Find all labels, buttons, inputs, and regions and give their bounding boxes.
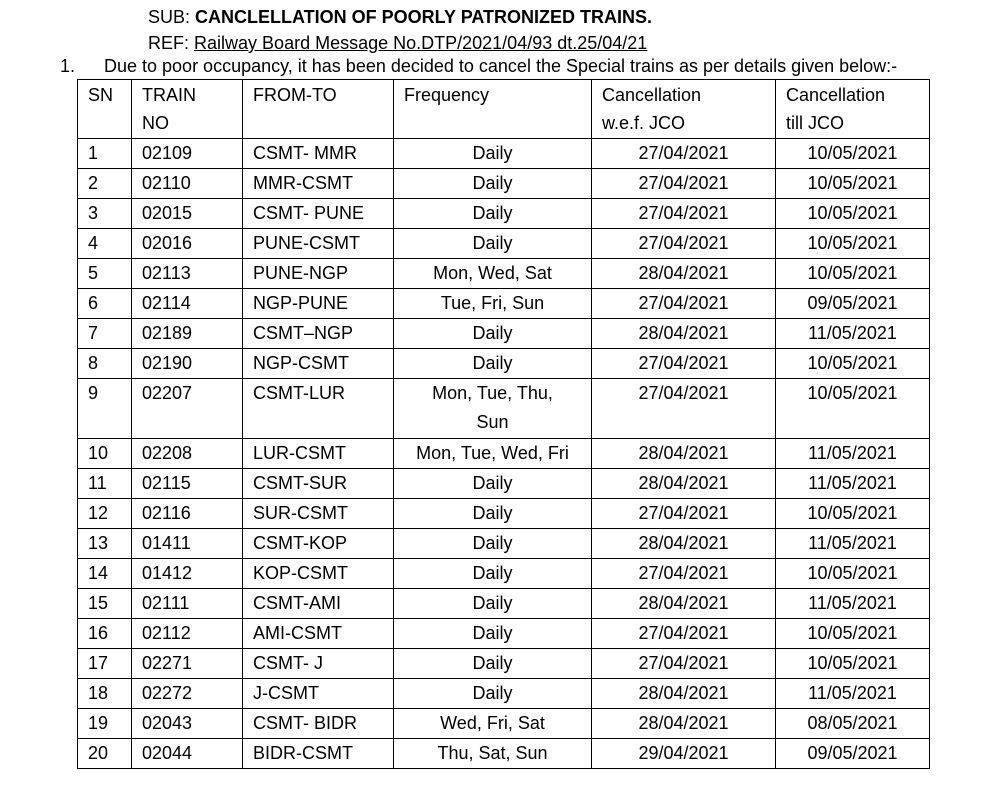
cell-sn: 15 bbox=[78, 589, 132, 619]
cell-cancellation-wef: 27/04/2021 bbox=[592, 619, 776, 649]
table-row bbox=[78, 139, 930, 169]
cell-train-no: 02044 bbox=[132, 739, 243, 769]
table-row bbox=[78, 229, 930, 259]
cell-cancellation-wef: 27/04/2021 bbox=[592, 169, 776, 199]
cell-frequency bbox=[394, 259, 592, 289]
header-sn bbox=[78, 80, 132, 139]
cell-cancellation-till: 11/05/2021 bbox=[776, 319, 930, 349]
cell-train-no: 02110 bbox=[132, 169, 243, 199]
cell-sn: 8 bbox=[78, 349, 132, 379]
header-cancellation-till bbox=[776, 80, 930, 139]
reference-line bbox=[148, 33, 647, 53]
cell-cancellation-wef: 27/04/2021 bbox=[592, 499, 776, 529]
cell-train-no: 02271 bbox=[132, 649, 243, 679]
cell-from-to: CSMT- PUNE bbox=[243, 199, 394, 229]
cell-frequency bbox=[394, 379, 592, 439]
cell-from-to: CSMT- BIDR bbox=[243, 709, 394, 739]
cell-frequency bbox=[394, 499, 592, 529]
cell-from-to: CSMT-SUR bbox=[243, 469, 394, 499]
cell-cancellation-till: 10/05/2021 bbox=[776, 259, 930, 289]
cell-line: Daily bbox=[472, 473, 513, 493]
cell-frequency bbox=[394, 199, 592, 229]
cell-line: Frequency bbox=[404, 85, 490, 105]
cell-sn: 14 bbox=[78, 559, 132, 589]
cell-cancellation-wef: 29/04/2021 bbox=[592, 739, 776, 769]
table-row bbox=[78, 589, 930, 619]
header-frequency bbox=[394, 80, 592, 139]
cell-from-to: LUR-CSMT bbox=[243, 439, 394, 469]
cell-line: Daily bbox=[472, 143, 513, 163]
cell-cancellation-till: 10/05/2021 bbox=[776, 499, 930, 529]
cell-frequency bbox=[394, 139, 592, 169]
cell-sn: 2 bbox=[78, 169, 132, 199]
cell-from-to: NGP-CSMT bbox=[243, 349, 394, 379]
table-row bbox=[78, 439, 930, 469]
cell-cancellation-wef: 27/04/2021 bbox=[592, 379, 776, 439]
cell-cancellation-till: 10/05/2021 bbox=[776, 349, 930, 379]
cell-line: Daily bbox=[472, 683, 513, 703]
cell-train-no: 02016 bbox=[132, 229, 243, 259]
cell-train-no: 02208 bbox=[132, 439, 243, 469]
cell-sn: 4 bbox=[78, 229, 132, 259]
table-row bbox=[78, 319, 930, 349]
cell-line: Daily bbox=[472, 533, 513, 553]
cell-from-to: MMR-CSMT bbox=[243, 169, 394, 199]
cell-frequency bbox=[394, 319, 592, 349]
cell-from-to: SUR-CSMT bbox=[243, 499, 394, 529]
cell-line: Mon, Tue, Thu, bbox=[432, 383, 553, 403]
cell-from-to: CSMT-KOP bbox=[243, 529, 394, 559]
cell-frequency bbox=[394, 619, 592, 649]
cell-frequency bbox=[394, 679, 592, 709]
train-cancellation-table bbox=[77, 79, 930, 769]
intro-paragraph bbox=[60, 56, 897, 76]
cell-sn: 17 bbox=[78, 649, 132, 679]
table-row bbox=[78, 469, 930, 499]
table-row bbox=[78, 529, 930, 559]
cell-cancellation-wef: 28/04/2021 bbox=[592, 259, 776, 289]
table-row bbox=[78, 169, 930, 199]
cell-sn: 5 bbox=[78, 259, 132, 289]
cell-cancellation-till: 11/05/2021 bbox=[776, 469, 930, 499]
cell-sn: 1 bbox=[78, 139, 132, 169]
cell-train-no: 02207 bbox=[132, 379, 243, 439]
cell-sn: 20 bbox=[78, 739, 132, 769]
table-row bbox=[78, 199, 930, 229]
cell-cancellation-wef: 27/04/2021 bbox=[592, 349, 776, 379]
cell-train-no: 02111 bbox=[132, 589, 243, 619]
cell-train-no: 02113 bbox=[132, 259, 243, 289]
cell-train-no: 02114 bbox=[132, 289, 243, 319]
cell-sn: 10 bbox=[78, 439, 132, 469]
cell-sn: 9 bbox=[78, 379, 132, 439]
reference-label: REF: bbox=[148, 33, 190, 53]
cell-frequency bbox=[394, 589, 592, 619]
cell-sn: 12 bbox=[78, 499, 132, 529]
cell-cancellation-wef: 28/04/2021 bbox=[592, 529, 776, 559]
cell-cancellation-till: 09/05/2021 bbox=[776, 289, 930, 319]
cell-sn: 19 bbox=[78, 709, 132, 739]
cell-cancellation-wef: 27/04/2021 bbox=[592, 199, 776, 229]
cell-frequency bbox=[394, 289, 592, 319]
cell-sn: 18 bbox=[78, 679, 132, 709]
cell-frequency bbox=[394, 529, 592, 559]
cell-train-no: 01412 bbox=[132, 559, 243, 589]
cell-cancellation-wef: 28/04/2021 bbox=[592, 439, 776, 469]
cell-cancellation-till: 10/05/2021 bbox=[776, 649, 930, 679]
cell-cancellation-wef: 28/04/2021 bbox=[592, 319, 776, 349]
cell-cancellation-till: 10/05/2021 bbox=[776, 199, 930, 229]
cell-from-to: CSMT–NGP bbox=[243, 319, 394, 349]
cell-from-to: CSMT-AMI bbox=[243, 589, 394, 619]
table-row bbox=[78, 619, 930, 649]
cell-train-no: 02116 bbox=[132, 499, 243, 529]
cell-train-no: 02190 bbox=[132, 349, 243, 379]
cell-train-no: 02015 bbox=[132, 199, 243, 229]
cell-line: Daily bbox=[472, 323, 513, 343]
cell-line: TRAIN bbox=[142, 85, 196, 105]
cell-line: Tue, Fri, Sun bbox=[440, 293, 545, 313]
cell-frequency bbox=[394, 169, 592, 199]
cell-from-to: CSMT- MMR bbox=[243, 139, 394, 169]
cell-line: Daily bbox=[472, 503, 513, 523]
cell-line: Daily bbox=[472, 203, 513, 223]
cell-train-no: 02115 bbox=[132, 469, 243, 499]
cell-cancellation-wef: 27/04/2021 bbox=[592, 139, 776, 169]
cell-cancellation-till: 08/05/2021 bbox=[776, 709, 930, 739]
cell-line: Daily bbox=[472, 353, 513, 373]
table-body bbox=[78, 80, 930, 769]
cell-cancellation-till: 11/05/2021 bbox=[776, 589, 930, 619]
subject-text: CANCLELLATION OF POORLY PATRONIZED TRAINS. bbox=[195, 7, 653, 27]
header-from-to bbox=[243, 80, 394, 139]
cell-sn: 6 bbox=[78, 289, 132, 319]
cell-line: Daily bbox=[472, 563, 513, 583]
table-row bbox=[78, 499, 930, 529]
cell-frequency bbox=[394, 649, 592, 679]
cell-frequency bbox=[394, 229, 592, 259]
cell-frequency bbox=[394, 469, 592, 499]
cell-from-to: CSMT-LUR bbox=[243, 379, 394, 439]
cell-train-no: 02189 bbox=[132, 319, 243, 349]
cell-from-to: AMI-CSMT bbox=[243, 619, 394, 649]
cell-line: SN bbox=[88, 85, 114, 105]
cell-frequency bbox=[394, 349, 592, 379]
header-train-no bbox=[132, 80, 243, 139]
cell-cancellation-till: 10/05/2021 bbox=[776, 559, 930, 589]
cell-line: Mon, Tue, Wed, Fri bbox=[416, 443, 569, 463]
cell-line: Daily bbox=[472, 593, 513, 613]
cell-cancellation-wef: 27/04/2021 bbox=[592, 649, 776, 679]
cell-cancellation-wef: 28/04/2021 bbox=[592, 709, 776, 739]
table-row bbox=[78, 679, 930, 709]
table-row bbox=[78, 289, 930, 319]
cell-line: Sun bbox=[476, 412, 509, 432]
table-row bbox=[78, 559, 930, 589]
cell-line: Daily bbox=[472, 623, 513, 643]
cell-cancellation-till: 10/05/2021 bbox=[776, 169, 930, 199]
cell-cancellation-wef: 27/04/2021 bbox=[592, 559, 776, 589]
cell-cancellation-wef: 27/04/2021 bbox=[592, 229, 776, 259]
cell-frequency bbox=[394, 709, 592, 739]
cell-line: till JCO bbox=[786, 113, 844, 133]
cell-from-to: CSMT- J bbox=[243, 649, 394, 679]
cell-cancellation-wef: 28/04/2021 bbox=[592, 589, 776, 619]
table-row bbox=[78, 709, 930, 739]
cell-sn: 16 bbox=[78, 619, 132, 649]
subject-line bbox=[148, 7, 652, 27]
header-cancellation-wef bbox=[592, 80, 776, 139]
cell-line: Cancellation bbox=[602, 85, 702, 105]
cell-cancellation-till: 11/05/2021 bbox=[776, 439, 930, 469]
table-row bbox=[78, 349, 930, 379]
cell-cancellation-till: 10/05/2021 bbox=[776, 379, 930, 439]
cell-train-no: 02112 bbox=[132, 619, 243, 649]
cell-line: Thu, Sat, Sun bbox=[437, 743, 548, 763]
cell-cancellation-till: 10/05/2021 bbox=[776, 139, 930, 169]
cell-sn: 11 bbox=[78, 469, 132, 499]
cell-line: NO bbox=[142, 113, 169, 133]
cell-from-to: PUNE-CSMT bbox=[243, 229, 394, 259]
cell-line: Daily bbox=[472, 173, 513, 193]
cell-line: Wed, Fri, Sat bbox=[440, 713, 545, 733]
cell-train-no: 01411 bbox=[132, 529, 243, 559]
cell-cancellation-till: 11/05/2021 bbox=[776, 529, 930, 559]
cell-from-to: NGP-PUNE bbox=[243, 289, 394, 319]
cell-cancellation-wef: 27/04/2021 bbox=[592, 289, 776, 319]
cell-train-no: 02109 bbox=[132, 139, 243, 169]
cell-frequency bbox=[394, 439, 592, 469]
reference-text: Railway Board Message No.DTP/2021/04/93 dt.25/04/21 bbox=[194, 33, 648, 53]
cell-from-to: KOP-CSMT bbox=[243, 559, 394, 589]
cell-cancellation-till: 11/05/2021 bbox=[776, 679, 930, 709]
cell-sn: 13 bbox=[78, 529, 132, 559]
subject-label: SUB: bbox=[148, 7, 191, 27]
table-header-row bbox=[78, 80, 930, 139]
cell-line: Daily bbox=[472, 653, 513, 673]
table-row bbox=[78, 259, 930, 289]
cell-line: Daily bbox=[472, 233, 513, 253]
table-row bbox=[78, 649, 930, 679]
cell-line: FROM-TO bbox=[253, 85, 337, 105]
cell-frequency bbox=[394, 559, 592, 589]
cell-train-no: 02043 bbox=[132, 709, 243, 739]
item-number: 1. bbox=[60, 56, 76, 76]
cell-from-to: J-CSMT bbox=[243, 679, 394, 709]
cell-line: w.e.f. JCO bbox=[602, 113, 686, 133]
cell-from-to: BIDR-CSMT bbox=[243, 739, 394, 769]
cell-frequency bbox=[394, 739, 592, 769]
cell-sn: 3 bbox=[78, 199, 132, 229]
cell-cancellation-till: 10/05/2021 bbox=[776, 619, 930, 649]
table-row bbox=[78, 739, 930, 769]
cell-train-no: 02272 bbox=[132, 679, 243, 709]
cell-cancellation-wef: 28/04/2021 bbox=[592, 679, 776, 709]
cell-line: Mon, Wed, Sat bbox=[433, 263, 552, 283]
cell-cancellation-till: 09/05/2021 bbox=[776, 739, 930, 769]
cell-sn: 7 bbox=[78, 319, 132, 349]
cell-cancellation-wef: 28/04/2021 bbox=[592, 469, 776, 499]
cell-line: Cancellation bbox=[786, 85, 886, 105]
cell-cancellation-till: 10/05/2021 bbox=[776, 229, 930, 259]
table-row bbox=[78, 379, 930, 439]
intro-text: Due to poor occupancy, it has been decided to cancel the Special trains as per details given below:- bbox=[104, 56, 898, 76]
cell-from-to: PUNE-NGP bbox=[243, 259, 394, 289]
